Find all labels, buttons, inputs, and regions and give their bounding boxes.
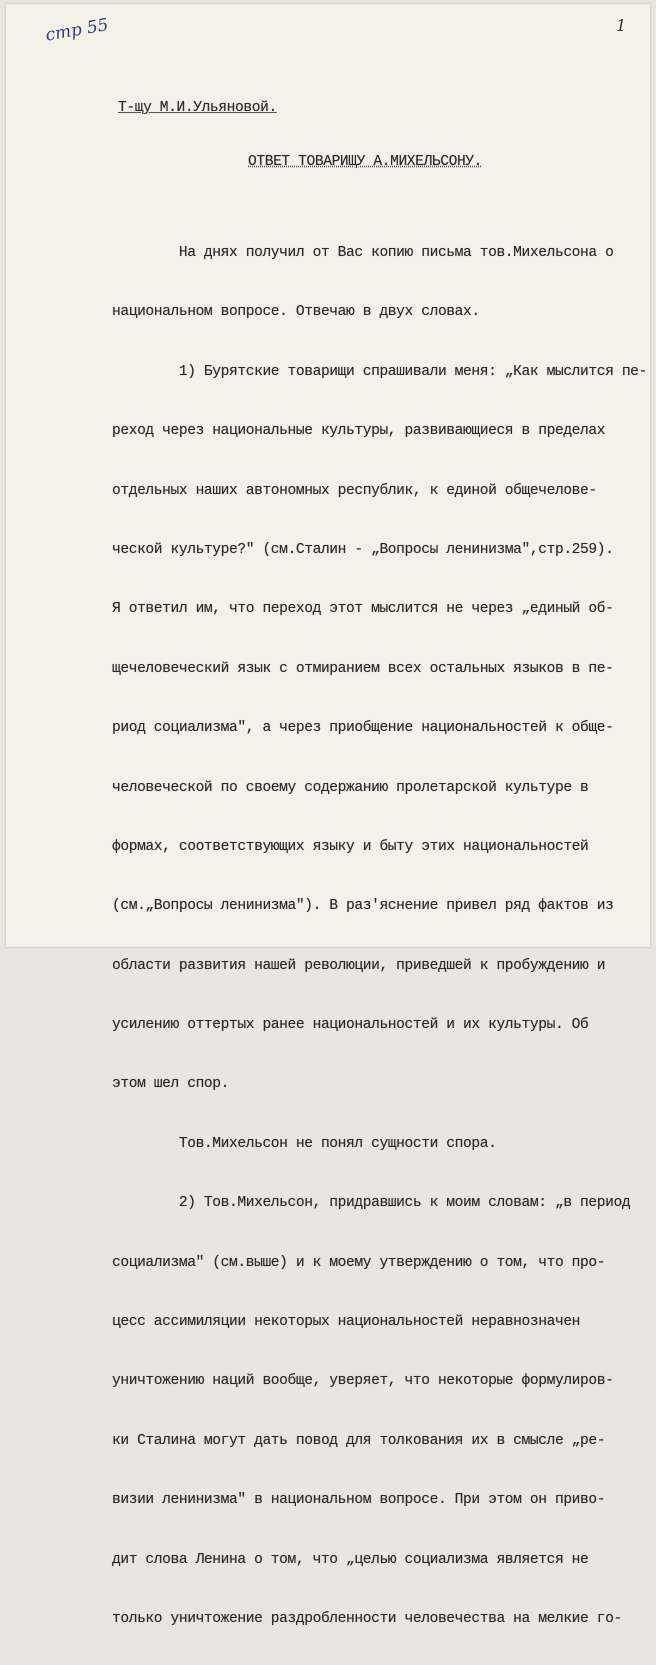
body-line: На днях получил от Вас копию письма тов.Михельсона о [112, 245, 614, 261]
letter-body [112, 208, 652, 1665]
body-line: дит слова Ленина о том, что „целью социализма является не [112, 1551, 589, 1568]
body-line: 2) Тов.Михельсон, придравшись к моим словам: „в период [112, 1195, 631, 1212]
document-title: ОТВЕТ ТОВАРИЩУ А.МИХЕЛЬСОНУ. [248, 154, 483, 170]
body-line: Тов.Михельсон не понял сущности спора. [112, 1135, 497, 1152]
body-line: ки Сталина могут дать повод для толкования их в смысле „ре- [112, 1432, 606, 1449]
body-line: (см.„Вопросы ленинизма"). В раз'яснение привел ряд фактов из [112, 898, 614, 915]
document-page [6, 4, 650, 1627]
body-line: риод социализма", а через приобщение национальностей к обще- [112, 720, 614, 737]
body-line: Я ответил им, что переход этот мыслится не через „единый об- [112, 601, 614, 618]
body-line: ческой культуре?" (см.Сталин - „Вопросы ленинизма",стр.259). [112, 541, 614, 558]
page-number: 1 [616, 16, 627, 35]
body-line: человеческой по своему содержанию пролетарской культуре в [112, 779, 589, 796]
body-line: формах, соответствующих языку и быту этих национальностей [112, 838, 589, 855]
body-line: 1) Бурятские товарищи спрашивали меня: „Как мыслится пе- [112, 363, 647, 380]
handwritten-archive-note: cmp 55 [44, 14, 111, 46]
body-line: отдельных наших автономных республик, к единой общечелове- [112, 482, 597, 499]
body-line: этом шел спор. [112, 1076, 230, 1093]
body-line: цесс ассимиляции некоторых национальностей неравнозначен [112, 1314, 581, 1331]
body-line: усилению оттертых ранее национальностей и их культуры. Об [112, 1017, 589, 1034]
addressee-line: Т-щу М.И.Ульяновой. [118, 100, 277, 116]
body-line: области развития нашей революции, приведшей к пробуждению и [112, 957, 606, 974]
body-line: только уничтожение раздробленности человечества на мелкие го- [112, 1610, 622, 1627]
body-line: национальном вопросе. Отвечаю в двух словах. [112, 304, 480, 321]
body-line: уничтожению наций вообще, уверяет, что некоторые формулиров- [112, 1373, 614, 1390]
body-line: визии ленинизма" в национальном вопросе. При этом он приво- [112, 1492, 606, 1509]
body-line: социализма" (см.выше) и к моему утверждению о том, что про- [112, 1254, 606, 1271]
body-line: щечеловеческий язык с отмиранием всех остальных языков в пе- [112, 660, 614, 677]
body-line: реход через национальные культуры, развивающиеся в пределах [112, 423, 606, 440]
